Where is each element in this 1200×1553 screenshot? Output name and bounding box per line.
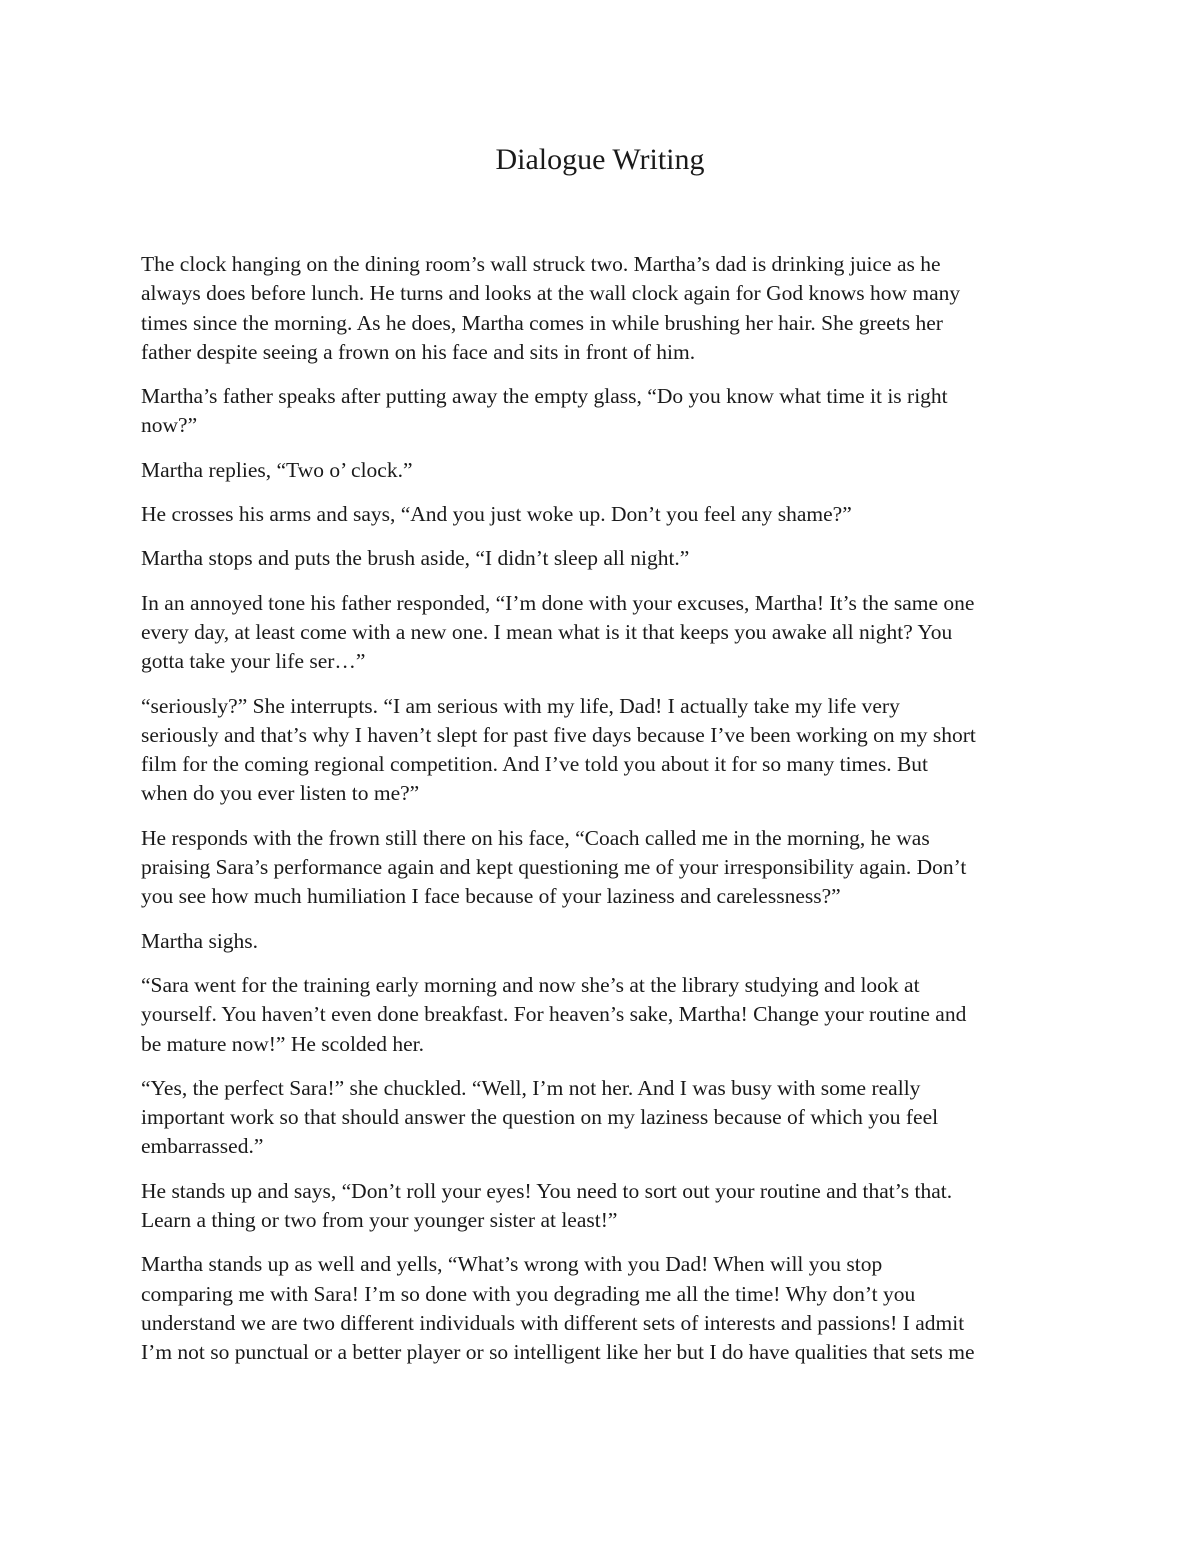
text-line: understand we are two different individuals with different sets of interests and passions! I admit <box>141 1310 965 1335</box>
paragraph <box>141 250 1066 367</box>
text-line: Learn a thing or two from your younger sister at least!” <box>141 1208 618 1233</box>
text-line: important work so that should answer the question on my laziness because of which you feel <box>141 1105 939 1130</box>
paragraph <box>141 927 1066 956</box>
text-line: “Yes, the perfect Sara!” she chuckled. “Well, I’m not her. And I was busy with some really <box>141 1075 921 1100</box>
paragraph <box>141 589 1066 677</box>
paragraph <box>141 824 1066 912</box>
text-line: comparing me with Sara! I’m so done with you degrading me all the time! Why don’t you <box>141 1281 916 1306</box>
text-line: “seriously?” She interrupts. “I am serious with my life, Dad! I actually take my life very <box>141 693 900 718</box>
text-line: yourself. You haven’t even done breakfast. For heaven’s sake, Martha! Change your routine and <box>141 1002 967 1027</box>
text-line: Martha sighs. <box>141 928 259 953</box>
text-line: I’m not so punctual or a better player or so intelligent like her but I do have qualities that sets me <box>141 1340 975 1365</box>
text-line: embarrassed.” <box>141 1134 264 1159</box>
text-line: now?” <box>141 413 198 438</box>
text-line: “Sara went for the training early morning and now she’s at the library studying and look at <box>141 972 920 997</box>
text-line: Martha stands up as well and yells, “What’s wrong with you Dad! When will you stop <box>141 1252 883 1277</box>
paragraph <box>141 544 1066 573</box>
text-line: Martha’s father speaks after putting away the empty glass, “Do you know what time it is right <box>141 384 948 409</box>
paragraph <box>141 500 1066 529</box>
text-line: Martha stops and puts the brush aside, “I didn’t sleep all night.” <box>141 546 690 571</box>
paragraph <box>141 1250 1066 1367</box>
text-line: father despite seeing a frown on his face and sits in front of him. <box>141 339 696 364</box>
text-line: The clock hanging on the dining room’s wall struck two. Martha’s dad is drinking juice as he <box>141 252 941 276</box>
document-body <box>141 250 1066 1383</box>
text-line: He responds with the frown still there on his face, “Coach called me in the morning, he was <box>141 825 930 850</box>
text-line: every day, at least come with a new one. I mean what is it that keeps you awake all night? You <box>141 619 953 644</box>
text-line: In an annoyed tone his father responded, “I’m done with your excuses, Martha! It’s the same one <box>141 590 975 615</box>
text-line: seriously and that’s why I haven’t slept for past five days because I’ve been working on my short <box>141 722 976 747</box>
paragraph <box>141 456 1066 485</box>
paragraph <box>141 1177 1066 1236</box>
page-title: Dialogue Writing <box>495 143 705 176</box>
paragraph <box>141 1074 1066 1162</box>
text-line: praising Sara’s performance again and kept questioning me of your irresponsibility again. Don’t <box>141 855 967 880</box>
text-line: be mature now!” He scolded her. <box>141 1031 424 1056</box>
paragraph <box>141 692 1066 809</box>
paragraph <box>141 971 1066 1059</box>
text-line: times since the morning. As he does, Martha comes in while brushing her hair. She greets her <box>141 310 943 335</box>
text-line: always does before lunch. He turns and looks at the wall clock again for God knows how many <box>141 281 961 306</box>
text-line: He crosses his arms and says, “And you just woke up. Don’t you feel any shame?” <box>141 502 852 527</box>
text-line: you see how much humiliation I face because of your laziness and carelessness?” <box>141 884 841 909</box>
text-line: when do you ever listen to me?” <box>141 781 420 806</box>
text-line: He stands up and says, “Don’t roll your eyes! You need to sort out your routine and that’s that. <box>141 1178 953 1203</box>
text-line: film for the coming regional competition. And I’ve told you about it for so many times. But <box>141 752 929 777</box>
text-line: Martha replies, “Two o’ clock.” <box>141 457 413 482</box>
text-line: gotta take your life ser…” <box>141 649 366 674</box>
paragraph <box>141 382 1066 441</box>
